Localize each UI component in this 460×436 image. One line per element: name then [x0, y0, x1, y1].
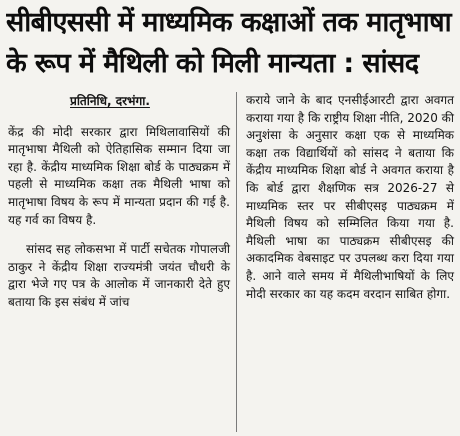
article-column-right: [246, 92, 454, 303]
article-paragraph: कराये जाने के बाद एनसीईआरटी द्वारा अवगत कराया गया है कि राष्ट्रीय शिक्षा नीति, 2020 की अनुशंसा के अनुसार कक्षा एक से माध्यमिक कक्षा तक विद्यार्थियों को सांसद ने बताया कि केंद्रीय माध्यमिक शिक्षा बोर्ड ने अवगत कराया है कि बोर्ड द्वारा शैक्षणिक सत्र 2026-27 से माध्यमिक स्तर पर सीबीएसइ पाठ्यक्रम में मैथिली विषय को सम्मिलित किया गया है. मैथिली भाषा का पाठ्यक्रम सीबीएसइ की अकादमिक वेबसाइट पर उपलब्ध करा दिया गया है. आने वाले समय में मैथिलीभाषियों के लिए मोदी सरकार का यह कदम वरदान साबित होगा.: [246, 93, 454, 301]
headline: [6, 2, 454, 84]
article-column-left: [8, 92, 230, 312]
article-paragraph: केंद्र की मोदी सरकार द्वारा मिथिलावासियों की मातृभाषा मैथिली को ऐतिहासिक सम्मान दिया जा रहा है. केंद्रीय माध्यमिक शिक्षा बोर्ड के पाठ्यक्रम में पहली से माध्यमिक कक्षा तक मैथिली भाषा को मातृभाषा विषय के रूप में मान्यता प्रदान की गई है. यह गर्व का विषय है.: [8, 124, 230, 227]
byline: प्रतिनिधि, दरभंगा.: [70, 94, 150, 108]
headline-line-1: सीबीएससी में माध्यमिक कक्षाओं तक मातृभाषा: [6, 7, 451, 38]
column-divider: [236, 92, 237, 432]
article-paragraph: सांसद सह लोकसभा में पार्टी सचेतक गोपालजी ठाकुर ने केंद्रीय शिक्षा राज्यमंत्री जयंत चौधरी के द्वारा भेजे गए पत्र के आलोक में जानकारी देते हुए बताया कि इस संबंध में जांच: [8, 242, 230, 309]
headline-line-2: के रूप में मैथिली को मिली मान्यता : सांसद: [6, 48, 419, 79]
